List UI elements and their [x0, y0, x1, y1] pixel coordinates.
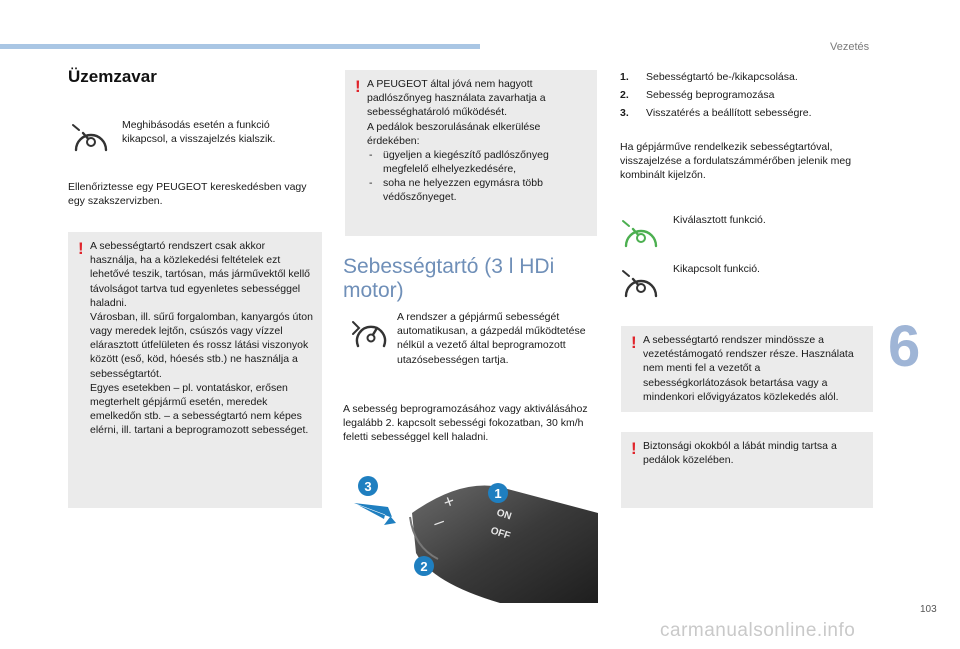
- plus-label: +: [440, 490, 458, 513]
- header-accent-bar: [0, 44, 480, 49]
- warning-intro: A PEUGEOT által jóvá nem hagyott padlószőnyeg használata zavarhatja a sebességhatároló működését. A pedálok beszorulásának elkerülése érdekében:: [367, 78, 546, 147]
- warning-icon: !: [631, 439, 637, 458]
- cruise-control-intro: A rendszer a gépjármű sebességét automatikusan, a gázpedál működtetése nélkül a vezető által beprogramozott utazósebességen tartja.: [397, 311, 586, 366]
- warning-list: [367, 148, 589, 205]
- off-label: OFF: [489, 525, 512, 543]
- warning-text: A sebességtartó rendszert csak akkor használja, ha a közlekedési feltételek ezt lehetővé teszik, tartósan, más járművektől kellő távolságot tartva tud egyenletes sebességgel haladni. Városban, ill. sűrű forgalomban, kanyargós úton vagy meredek lejtőn, csúszós vagy vízzel elárasztott útfelületen és rossz látási viszonyok között (eső, köd, hóesés stb.) ne használja a sebességtartót. Egyes esetekben – pl. vontatáskor, erősen megterhelt gépjármű esetén, meredek emelkedőn stb. – a sebességtartó nem képes elérni, ill. tartani a beprogramozott sebességet.: [90, 240, 313, 437]
- dealer-check-text: Ellenőriztesse egy PEUGEOT kereskedésben vagy egy szakszervizben.: [68, 181, 307, 208]
- cruise-control-icon: [70, 122, 112, 156]
- warning-box-driver-assist: [621, 326, 873, 412]
- warning-box-usage: [68, 232, 322, 508]
- warning-icon: !: [355, 77, 361, 96]
- list-item: - ügyeljen a kiegészítő padlószőnyeg megfelelő elhelyezkedésére,: [367, 148, 589, 176]
- selected-function-label: Kiválasztott funkció.: [673, 214, 766, 226]
- fault-heading: Üzemzavar: [68, 67, 157, 86]
- steps-list: [620, 70, 870, 125]
- display-description: Ha gépjárműve rendelkezik sebességtartóval, visszajelzése a fordulatszámmérőben jelenik meg kombinált kijelzőn.: [620, 141, 852, 182]
- section-title: Vezetés: [830, 41, 870, 53]
- warning-icon: !: [78, 239, 84, 258]
- warning-box-pedals: [621, 432, 873, 508]
- on-label: ON: [495, 507, 513, 523]
- fault-description: Meghibásodás esetén a funkció kikapcsol, a visszajelzés kialszik.: [122, 119, 276, 146]
- list-item: 3. Visszatérés a beállított sebességre.: [620, 107, 812, 120]
- warning-text: Biztonsági okokból a lábát mindig tartsa a pedálok közelében.: [643, 440, 837, 467]
- list-item: - soha ne helyezzen egymásra több védőszőnyeget.: [367, 176, 589, 204]
- cruise-control-stalk-illustration: [350, 465, 598, 603]
- page-number: 103: [920, 604, 937, 615]
- cruise-control-selected-icon: [620, 218, 662, 252]
- warning-text: A sebességtartó rendszer mindössze a vezetéstámogató rendszer része. Használata nem menti fel a vezetőt a sebességkorlátozások betartása vagy a mindenkori elővigyázatos közlekedés alól.: [643, 334, 854, 403]
- cruise-control-off-icon: [620, 268, 662, 302]
- list-item: 1. Sebességtartó be-/kikapcsolása.: [620, 71, 798, 83]
- watermark: carmanualsonline.info: [660, 620, 856, 641]
- chapter-number: 6: [888, 314, 921, 379]
- cruise-control-heading: Sebességtartó (3 l HDi motor): [343, 255, 555, 303]
- callout-1: 1: [494, 486, 502, 501]
- callout-3: 3: [364, 479, 372, 494]
- list-item: 2. Sebesség beprogramozása: [620, 89, 775, 102]
- warning-icon: !: [631, 333, 637, 352]
- minus-label: –: [430, 510, 447, 533]
- off-function-label: Kikapcsolt funkció.: [673, 263, 760, 275]
- callout-2: 2: [420, 559, 428, 574]
- warning-box-floor-mat: [345, 70, 597, 236]
- cruise-control-active-icon: [350, 316, 390, 352]
- activation-conditions: A sebesség beprogramozásához vagy aktiválásához legalább 2. kapcsolt sebességi fokozatban, 30 km/h feletti sebességgel kell haladni.: [343, 403, 588, 444]
